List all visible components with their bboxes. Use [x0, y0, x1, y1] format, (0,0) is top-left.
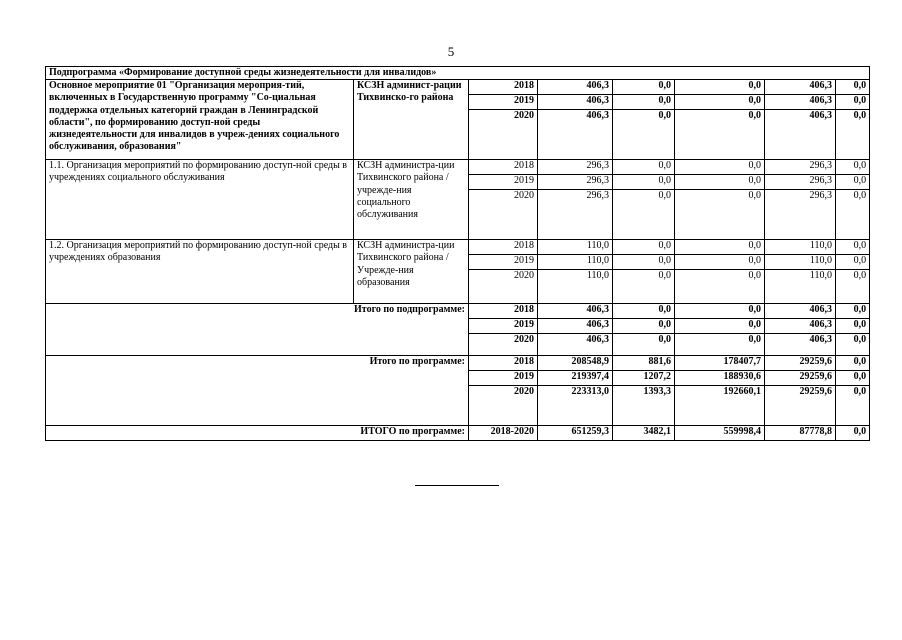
value-cell-3: 0,0 [675, 110, 765, 160]
value-cell-5: 0,0 [836, 175, 870, 190]
value-cell-1: 406,3 [538, 319, 613, 334]
table-body [46, 67, 870, 441]
year-cell: 2020 [469, 190, 538, 240]
grand-total-row [46, 426, 870, 441]
value-cell-3: 178407,7 [675, 356, 765, 371]
executor-cell: КСЗН администра-ции Тихвинского района / учрежде-ния социального обслуживания [354, 160, 469, 240]
value-cell-2: 0,0 [613, 110, 675, 160]
page-number: 5 [447, 44, 455, 59]
year-cell: 2019 [469, 319, 538, 334]
value-cell-3: 192660,1 [675, 386, 765, 426]
value-cell-4: 110,0 [765, 270, 836, 304]
value-cell-3: 0,0 [675, 95, 765, 110]
year-cell: 2018 [469, 80, 538, 95]
year-cell: 2019 [469, 371, 538, 386]
value-cell-5: 0,0 [836, 95, 870, 110]
value-cell-4: 406,3 [765, 95, 836, 110]
value-cell-1: 406,3 [538, 304, 613, 319]
year-cell: 2019 [469, 175, 538, 190]
value-cell-4: 110,0 [765, 240, 836, 255]
total-label: Итого по подпрограмме: [46, 304, 469, 356]
value-cell-5: 0,0 [836, 304, 870, 319]
year-cell: 2020 [469, 110, 538, 160]
year-cell: 2020 [469, 270, 538, 304]
value-cell-5: 0,0 [836, 255, 870, 270]
year-cell: 2018-2020 [469, 426, 538, 441]
value-cell-4: 296,3 [765, 160, 836, 175]
value-cell-2: 0,0 [613, 240, 675, 255]
value-cell-1: 651259,3 [538, 426, 613, 441]
activity-description: 1.1. Организация мероприятий по формированию доступ-ной среды в учреждениях социального обслуживания [46, 160, 354, 240]
value-cell-4: 406,3 [765, 319, 836, 334]
value-cell-1: 110,0 [538, 255, 613, 270]
total-label: Итого по программе: [46, 356, 469, 426]
value-cell-3: 559998,4 [675, 426, 765, 441]
subprogram-header: Подпрограмма «Формирование доступной среды жизнедеятельности для инвалидов» [46, 67, 870, 80]
year-cell: 2020 [469, 386, 538, 426]
table-row [46, 160, 870, 175]
value-cell-4: 406,3 [765, 110, 836, 160]
table-row [46, 240, 870, 255]
value-cell-2: 0,0 [613, 80, 675, 95]
executor-cell: КСЗН админист-рации Тихвинско-го района [354, 80, 469, 160]
value-cell-2: 3482,1 [613, 426, 675, 441]
value-cell-1: 223313,0 [538, 386, 613, 426]
value-cell-2: 0,0 [613, 304, 675, 319]
value-cell-2: 881,6 [613, 356, 675, 371]
value-cell-1: 296,3 [538, 190, 613, 240]
value-cell-1: 208548,9 [538, 356, 613, 371]
year-cell: 2018 [469, 240, 538, 255]
value-cell-1: 406,3 [538, 110, 613, 160]
value-cell-3: 0,0 [675, 175, 765, 190]
total-row [46, 356, 870, 371]
value-cell-1: 406,3 [538, 334, 613, 356]
value-cell-3: 0,0 [675, 334, 765, 356]
value-cell-1: 110,0 [538, 240, 613, 255]
value-cell-4: 406,3 [765, 80, 836, 95]
value-cell-2: 0,0 [613, 334, 675, 356]
value-cell-4: 29259,6 [765, 386, 836, 426]
value-cell-3: 0,0 [675, 304, 765, 319]
activity-description: 1.2. Организация мероприятий по формированию доступ-ной среды в учреждениях образования [46, 240, 354, 304]
value-cell-2: 0,0 [613, 319, 675, 334]
value-cell-4: 406,3 [765, 334, 836, 356]
value-cell-1: 406,3 [538, 95, 613, 110]
value-cell-5: 0,0 [836, 190, 870, 240]
value-cell-4: 406,3 [765, 304, 836, 319]
value-cell-3: 0,0 [675, 240, 765, 255]
value-cell-2: 1207,2 [613, 371, 675, 386]
value-cell-2: 0,0 [613, 270, 675, 304]
value-cell-2: 0,0 [613, 175, 675, 190]
value-cell-1: 296,3 [538, 175, 613, 190]
value-cell-5: 0,0 [836, 319, 870, 334]
value-cell-5: 0,0 [836, 110, 870, 160]
value-cell-3: 0,0 [675, 80, 765, 95]
executor-cell: КСЗН администра-ции Тихвинского района / Учрежде-ния образования [354, 240, 469, 304]
value-cell-5: 0,0 [836, 334, 870, 356]
value-cell-4: 29259,6 [765, 356, 836, 371]
value-cell-5: 0,0 [836, 356, 870, 371]
value-cell-3: 0,0 [675, 255, 765, 270]
year-cell: 2019 [469, 255, 538, 270]
value-cell-4: 87778,8 [765, 426, 836, 441]
year-cell: 2018 [469, 304, 538, 319]
value-cell-4: 296,3 [765, 175, 836, 190]
value-cell-3: 0,0 [675, 190, 765, 240]
value-cell-3: 0,0 [675, 319, 765, 334]
value-cell-4: 110,0 [765, 255, 836, 270]
total-row [46, 304, 870, 319]
value-cell-1: 296,3 [538, 160, 613, 175]
value-cell-5: 0,0 [836, 270, 870, 304]
value-cell-3: 0,0 [675, 270, 765, 304]
value-cell-5: 0,0 [836, 386, 870, 426]
value-cell-2: 0,0 [613, 160, 675, 175]
year-cell: 2018 [469, 356, 538, 371]
value-cell-5: 0,0 [836, 426, 870, 441]
value-cell-1: 219397,4 [538, 371, 613, 386]
value-cell-2: 0,0 [613, 95, 675, 110]
value-cell-3: 0,0 [675, 160, 765, 175]
value-cell-3: 188930,6 [675, 371, 765, 386]
year-cell: 2020 [469, 334, 538, 356]
table-row [46, 80, 870, 95]
year-cell: 2018 [469, 160, 538, 175]
activity-description: Основное мероприятие 01 "Организация мероприя-тий, включенных в Государственную программу "Со-циальная поддержка отдельных категорий граждан в Ленинградской области", по формированию доступ-ной среды жизнедеятельности для инвалидов в учреж-дениях социального обслуживания, образования" [46, 80, 354, 160]
end-rule [415, 485, 499, 486]
value-cell-2: 0,0 [613, 255, 675, 270]
subprogram-header-row [46, 67, 870, 80]
year-cell: 2019 [469, 95, 538, 110]
value-cell-4: 29259,6 [765, 371, 836, 386]
value-cell-5: 0,0 [836, 160, 870, 175]
value-cell-5: 0,0 [836, 240, 870, 255]
funding-table [45, 66, 870, 441]
value-cell-5: 0,0 [836, 80, 870, 95]
value-cell-1: 406,3 [538, 80, 613, 95]
value-cell-4: 296,3 [765, 190, 836, 240]
value-cell-2: 0,0 [613, 190, 675, 240]
value-cell-5: 0,0 [836, 371, 870, 386]
value-cell-1: 110,0 [538, 270, 613, 304]
value-cell-2: 1393,3 [613, 386, 675, 426]
grand-total-label: ИТОГО по программе: [46, 426, 469, 441]
